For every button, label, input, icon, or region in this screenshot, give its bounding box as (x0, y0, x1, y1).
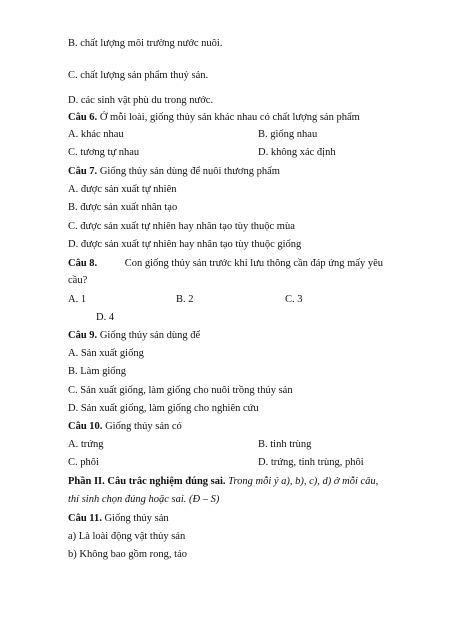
q9-option-b: B. Làm giống (68, 366, 127, 377)
q5-option-c: C. chất lượng sản phẩm thuỷ sản. (68, 70, 209, 81)
q11-option-a: a) Là loài động vật thủy sản (68, 531, 186, 542)
q9-question (68, 329, 200, 342)
q7-number: Câu 7. (68, 166, 98, 177)
part2-instruction-line1: Trong mỗi ý a), b), c), d) ở mỗi câu, (225, 476, 379, 487)
q7-question (68, 165, 280, 178)
q11-question (68, 512, 169, 525)
q7-option-d: D. được sản xuất tự nhiên hay nhân tạo tùy thuộc giống (68, 239, 302, 250)
q5-option-d: D. các sinh vật phù du trong nước. (68, 95, 214, 106)
part2-title: Phần II. Câu trắc nghiệm đúng sai. (68, 476, 226, 487)
q6-text: Ở mỗi loài, giống thủy sản khác nhau có chất lượng sản phẩm (97, 112, 360, 123)
q8-question (68, 257, 383, 270)
q6-number: Câu 6. (68, 112, 98, 123)
q10-question (68, 420, 182, 433)
q7-option-c: C. được sản xuất tự nhiên hay nhân tạo tùy thuộc mùa (68, 221, 295, 232)
q10-option-d: D. trứng, tinh trùng, phôi (258, 457, 364, 468)
q10-option-b: B. tinh trùng (258, 439, 312, 450)
q9-option-a: A. Sản xuất giống (68, 348, 144, 359)
q7-option-b: B. được sản xuất nhân tạo (68, 202, 178, 213)
q6-option-a: A. khác nhau (68, 129, 124, 140)
q10-option-a: A. trứng (68, 439, 104, 450)
q8-option-a: A. 1 (68, 294, 87, 305)
q10-text: Giống thủy sản có (102, 421, 182, 432)
q5-option-b: B. chất lượng môi trường nước nuôi. (68, 38, 223, 49)
q8-option-d: D. 4 (96, 312, 115, 323)
part2-instruction-line2: thí sinh chọn đúng hoặc sai. (Đ – S) (68, 494, 220, 505)
q10-number: Câu 10. (68, 421, 103, 432)
q9-option-d: D. Sản xuất giống, làm giống cho nghiên cứu (68, 403, 259, 414)
q11-option-b: b) Không bao gồm rong, tảo (68, 549, 187, 560)
q11-text: Giống thủy sản (101, 513, 169, 524)
q11-number: Câu 11. (68, 513, 102, 524)
part2-heading (68, 475, 378, 488)
q6-option-d: D. không xác định (258, 147, 336, 158)
q8-option-b: B. 2 (176, 294, 194, 305)
q8-text-line1: Con giống thủy sản trước khi lưu thông cần đáp ứng mấy yêu (124, 258, 383, 269)
q6-question (68, 111, 360, 124)
q8-option-c: C. 3 (285, 294, 303, 305)
q6-option-b: B. giống nhau (258, 129, 318, 140)
q6-option-c: C. tương tự nhau (68, 147, 140, 158)
q7-text: Giống thủy sản dùng để nuôi thương phẩm (97, 166, 280, 177)
q9-text: Giống thủy sản dùng để (97, 330, 201, 341)
q8-number: Câu 8. (68, 258, 98, 269)
q9-number: Câu 9. (68, 330, 98, 341)
q7-option-a: A. được sản xuất tự nhiên (68, 184, 177, 195)
q8-text-line2: cầu? (68, 275, 88, 286)
q10-option-c: C. phôi (68, 457, 99, 468)
q9-option-c: C. Sản xuất giống, làm giống cho nuôi trồng thủy sản (68, 385, 293, 396)
